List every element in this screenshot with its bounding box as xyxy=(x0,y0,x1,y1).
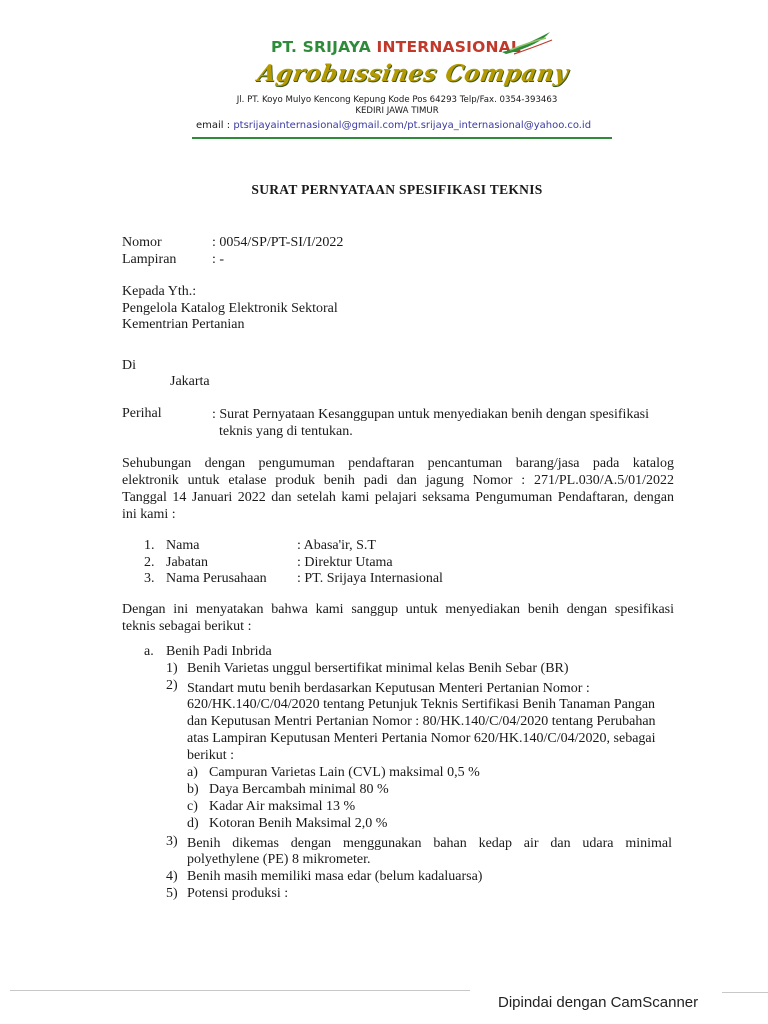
identity-value: : Direktur Utama xyxy=(297,555,393,570)
intro-line-1: Sehubungan dengan pengumuman pendaftaran pencantuman barang/jasa pada katalog xyxy=(122,456,674,471)
spec-item-text: 620/HK.140/C/04/2020 tentang Petunjuk Teknis Sertifikasi Benih Tanaman Pangan xyxy=(187,697,656,712)
letterhead-divider xyxy=(192,137,612,139)
identity-label: Nama Perusahaan xyxy=(166,571,267,586)
identity-label: Jabatan xyxy=(166,555,208,570)
spec-item-text: Benih masih memiliki masa edar (belum kadaluarsa) xyxy=(187,869,483,884)
spec-item-number: 4) xyxy=(166,869,178,884)
company-name-internasional: INTERNASIONAL xyxy=(376,38,521,56)
spec-item-text: dan Keputusan Mentri Pertanian Nomor : 80/HK.140/C/04/2020 tentang Perubahan xyxy=(187,714,656,729)
spec-subitem-number: b) xyxy=(187,782,199,797)
spec-subitem-text: Campuran Varietas Lain (CVL) maksimal 0,5 % xyxy=(209,765,480,780)
intro-line-4: ini kami : xyxy=(122,507,176,522)
statement-line-2: teknis sebagai berikut : xyxy=(122,619,252,634)
scan-edge-line xyxy=(10,990,470,991)
statement-line-1: Dengan ini menyatakan bahwa kami sanggup untuk menyediakan benih dengan spesifikasi xyxy=(122,602,674,617)
spec-item-text: atas Lampiran Keputusan Menteri Pertania Nomor 620/HK.140/C/04/2020, sebagai xyxy=(187,731,656,746)
perihal-line-1: : Surat Pernyataan Kesanggupan untuk menyediakan benih dengan spesifikasi xyxy=(212,407,649,422)
nomor-value: : 0054/SP/PT-SI/I/2022 xyxy=(212,235,344,250)
identity-number: 1. xyxy=(144,538,155,553)
spec-subitem-text: Kadar Air maksimal 13 % xyxy=(209,799,356,814)
intro-line-2: elektronik untuk etalase produk benih padi dan jagung Nomor : 271/PL.030/A.5/01/2022 xyxy=(122,473,674,488)
spec-item-text: polyethylene (PE) 8 mikrometer. xyxy=(187,852,371,867)
address-line-1: Jl. PT. Koyo Mulyo Kencong Kepung Kode Pos 64293 Telp/Fax. 0354-393463 xyxy=(236,95,558,105)
identity-label: Nama xyxy=(166,538,200,553)
identity-value: : Abasa'ir, S.T xyxy=(297,538,376,553)
leaf-logo-icon xyxy=(500,30,554,56)
spec-subitem-number: c) xyxy=(187,799,198,814)
identity-value: : PT. Srijaya Internasional xyxy=(297,571,443,586)
email-label: email : xyxy=(196,120,234,131)
recipient-city: Jakarta xyxy=(170,374,210,389)
spec-subitem-number: d) xyxy=(187,816,199,831)
spec-item-number: 1) xyxy=(166,661,178,676)
recipient-di: Di xyxy=(122,358,136,373)
section-title: Benih Padi Inbrida xyxy=(166,644,272,659)
spec-subitem-text: Daya Bercambah minimal 80 % xyxy=(209,782,389,797)
company-address xyxy=(0,95,768,117)
document-title: SURAT PERNYATAAN SPESIFIKASI TEKNIS xyxy=(251,182,543,197)
spec-item-text: berikut : xyxy=(187,748,235,763)
spec-item-text: Benih dikemas dengan menggunakan bahan kedap air dan udara minimal xyxy=(187,836,672,851)
spec-item-number: 3) xyxy=(166,834,178,849)
spec-item-text: Benih Varietas unggul bersertifikat minimal kelas Benih Sebar (BR) xyxy=(187,661,569,676)
recipient-line-1: Pengelola Katalog Elektronik Sektoral xyxy=(122,301,338,316)
company-tagline: Agrobussines Company xyxy=(255,60,571,87)
company-name-pt: PT. SRIJAYA xyxy=(271,38,377,56)
identity-number: 3. xyxy=(144,571,155,586)
recipient-line-2: Kementrian Pertanian xyxy=(122,317,245,332)
company-email xyxy=(196,120,591,131)
lampiran-label: Lampiran xyxy=(122,252,177,267)
recipient-greeting: Kepada Yth.: xyxy=(122,284,197,299)
perihal-label: Perihal xyxy=(122,406,162,421)
spec-subitem-number: a) xyxy=(187,765,198,780)
spec-item-text: Standart mutu benih berdasarkan Keputusan Menteri Pertanian Nomor : xyxy=(187,681,590,696)
spec-subitem-text: Kotoran Benih Maksimal 2,0 % xyxy=(209,816,388,831)
address-line-2: KEDIRI JAWA TIMUR xyxy=(355,106,439,116)
spec-item-text: Potensi produksi : xyxy=(187,886,289,901)
identity-number: 2. xyxy=(144,555,155,570)
company-name xyxy=(271,38,521,56)
section-marker: a. xyxy=(144,644,154,659)
lampiran-value: : - xyxy=(212,252,225,267)
intro-line-3: Tanggal 14 Januari 2022 dan setelah kami pelajari seksama Pengumuman Pendaftaran, dengan xyxy=(122,490,674,505)
spec-item-number: 5) xyxy=(166,886,178,901)
nomor-label: Nomor xyxy=(122,235,162,250)
camscanner-watermark: Dipindai dengan CamScanner xyxy=(498,994,699,1011)
spec-item-number: 2) xyxy=(166,678,178,693)
email-address: ptsrijayainternasional@gmail.com/pt.srijaya_internasional@yahoo.co.id xyxy=(233,120,592,131)
perihal-line-2: teknis yang di tentukan. xyxy=(219,424,353,439)
scan-edge-line xyxy=(722,992,768,993)
